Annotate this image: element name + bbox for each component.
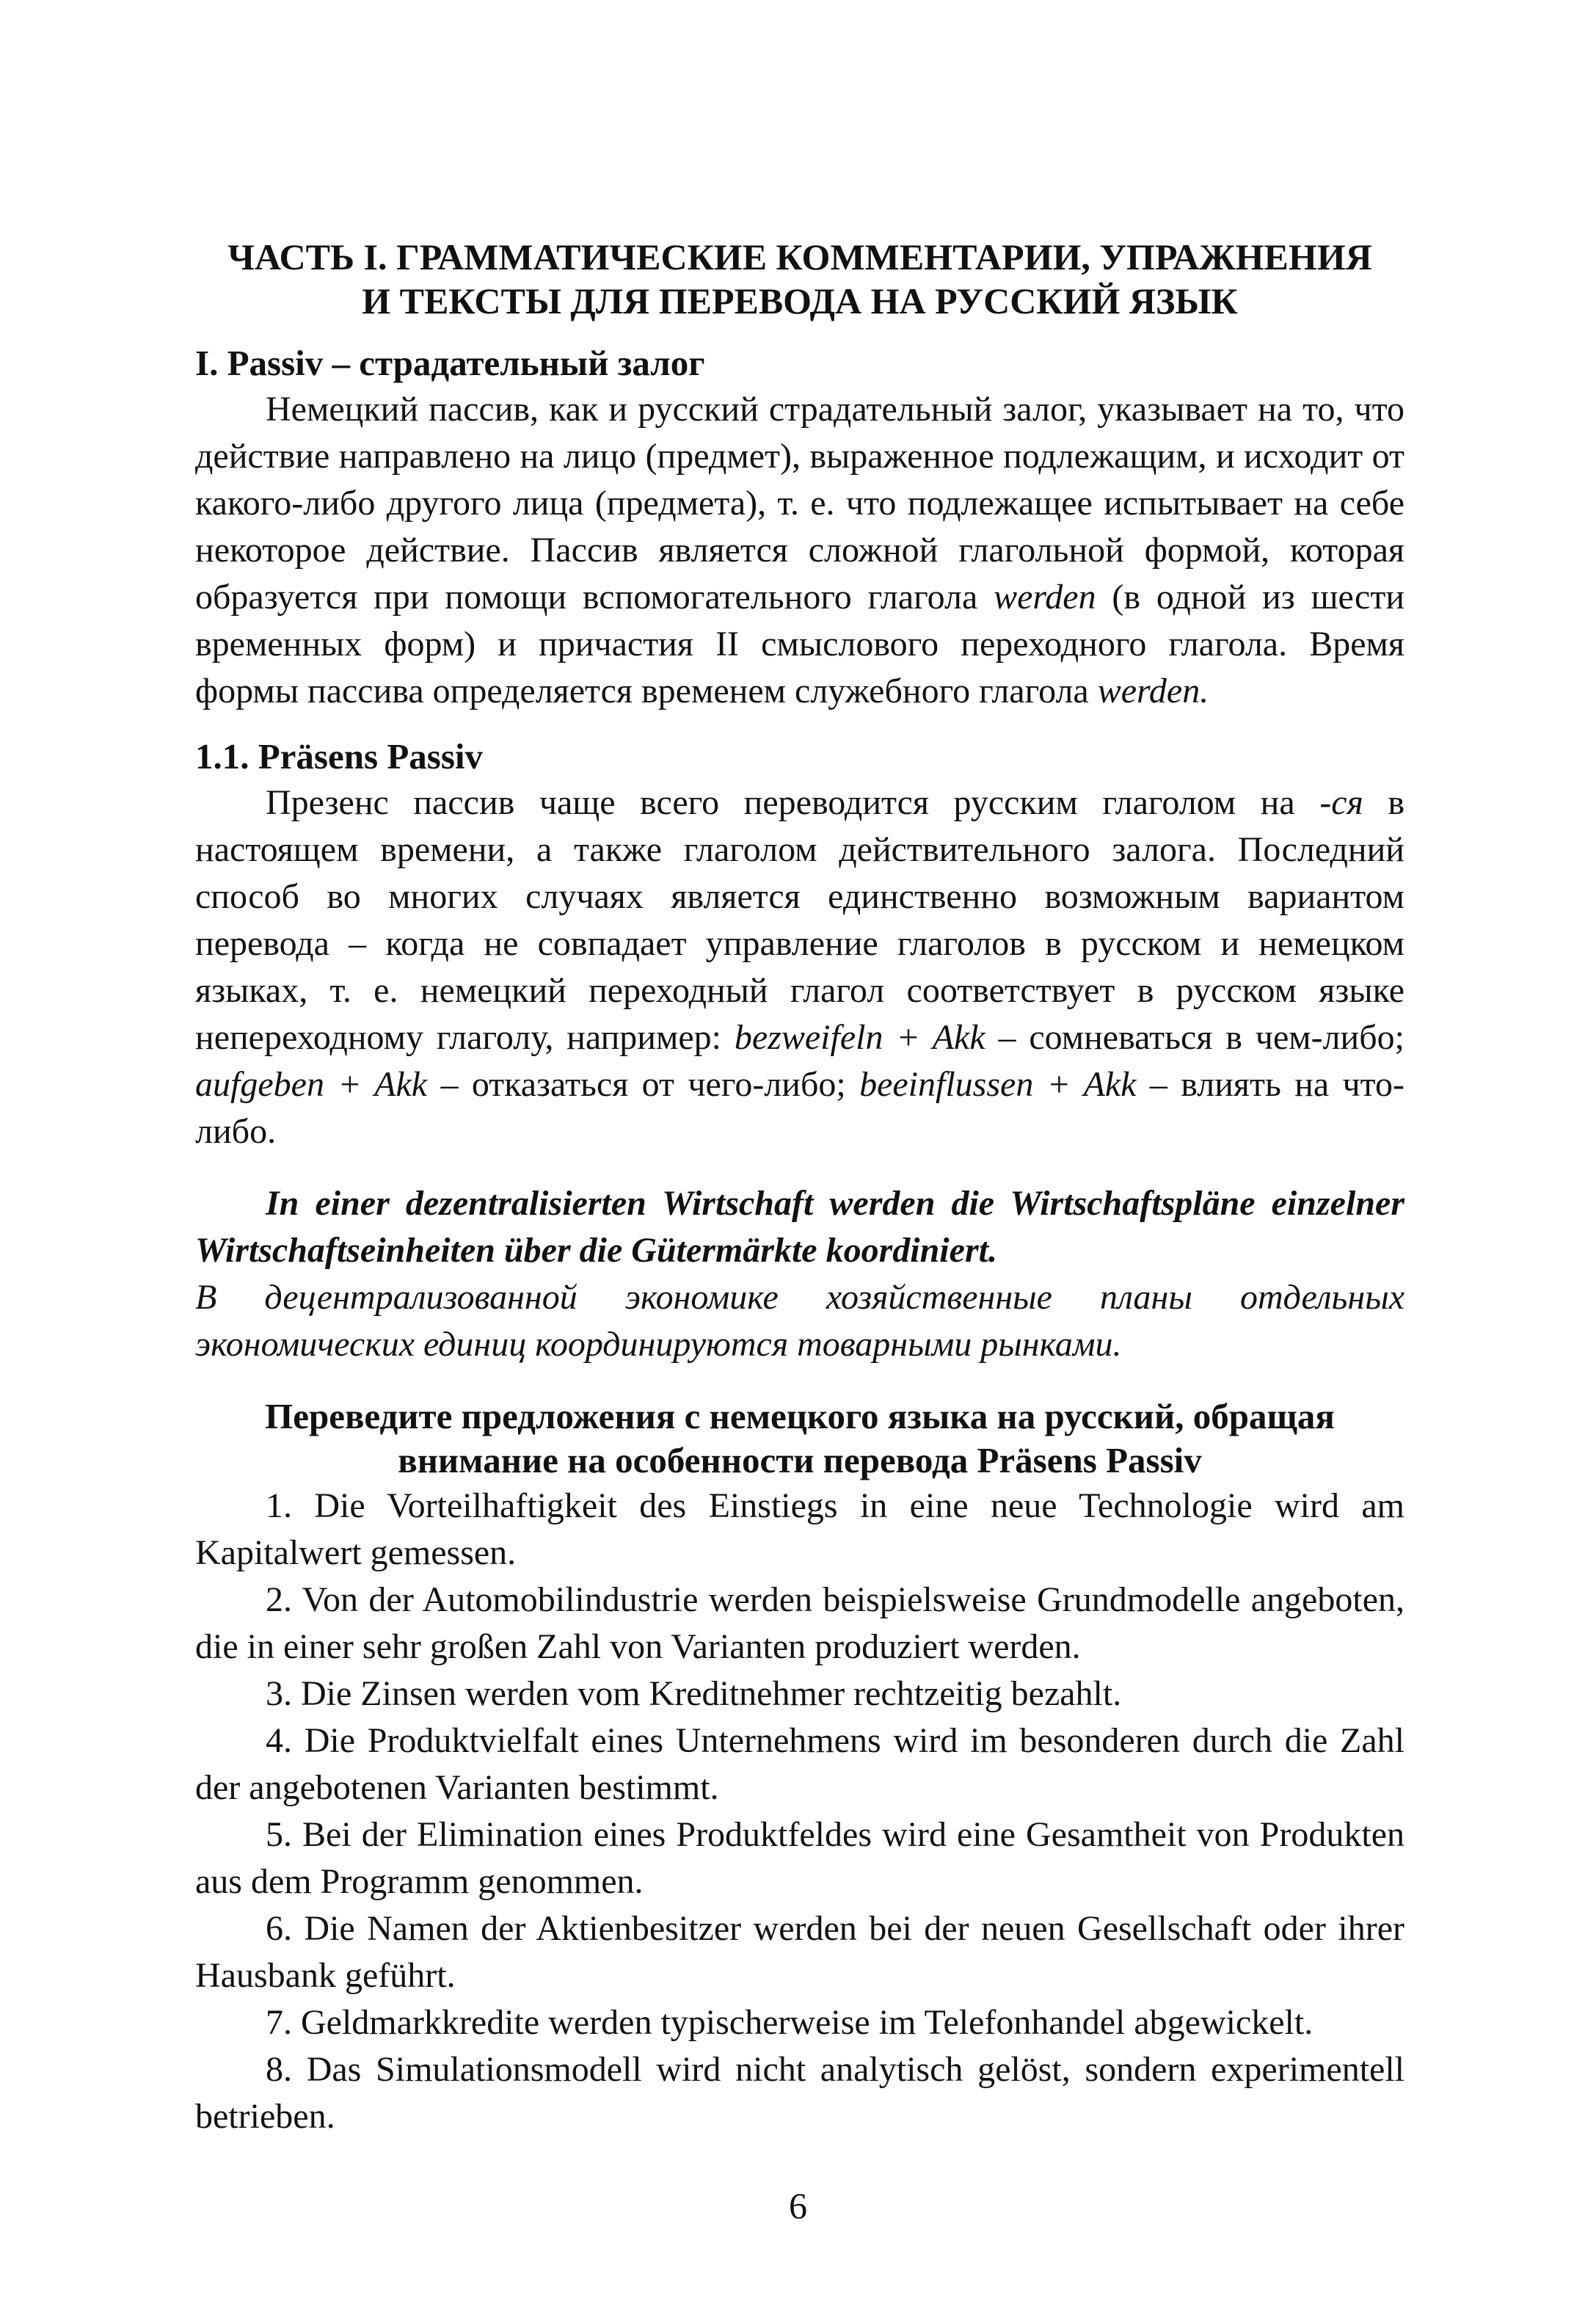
text-run: – сомневаться в чем-либо; (985, 1018, 1405, 1057)
example-verb-aufgeben: aufgeben + Akk (195, 1065, 428, 1104)
chapter-title-line-2: И ТЕКСТЫ ДЛЯ ПЕРЕВОДА НА РУССКИЙ ЯЗЫК (362, 280, 1238, 321)
exercise-sentence: 5. Bei der Elimination eines Produktfeldes wird eine Gesamtheit von Produkten aus dem Programm genommen. (195, 1815, 1404, 1901)
exercise-sentence-list (195, 1483, 1404, 2140)
text-run: – отказаться от чего-либо; (427, 1065, 860, 1104)
chapter-title-line-1: ЧАСТЬ I. ГРАММАТИЧЕСКИЕ КОММЕНТАРИИ, УПРАЖНЕНИЯ (227, 236, 1372, 277)
page-number: 6 (789, 2185, 807, 2226)
suffix-sja: -ся (1319, 783, 1363, 822)
term-werden: werden. (1097, 672, 1209, 710)
task-heading-line-1: Переведите предложения с немецкого языка на русский, обращая (265, 1396, 1335, 1436)
exercise-sentence: 4. Die Produktvielfalt eines Unternehmens wird im besonderen durch die Zahl der angebotenen Varianten bestimmt. (195, 1721, 1404, 1807)
subsection-heading-praesens-passiv: 1.1. Präsens Passiv (195, 736, 483, 777)
task-heading-line-2: внимание на особенности перевода Präsens Passiv (398, 1440, 1202, 1480)
text-run: Немецкий пассив, как и русский страдательный залог, указывает на то, что действие направлено на лицо (предмет), выраженное подлежащим, и исходит от какого-либо другого лица (предмета), т. е. что подлежащее испытывает на себе некоторое действие. Пассив является сложной глагольной формой, которая образуется при помощи вспомогательного глагола (195, 390, 1404, 617)
section-heading-passiv: I. Passiv – страдательный залог (195, 343, 705, 383)
term-werden: werden (994, 578, 1096, 617)
chapter-title (195, 235, 1404, 323)
example-verb-bezweifeln: bezweifeln + Akk (734, 1018, 985, 1057)
text-run: в настоящем времени, а также глаголом действительного залога. Последний способ во многих случаях является единственно возможным вариантом перевода – когда не совпадает управление глаголов в русском и немецком языках, т. е. немецкий переходный глагол соответствует в русском языке непереходному глаголу, например: (195, 783, 1405, 1057)
document-page (195, 235, 1404, 2140)
exercise-sentence: 3. Die Zinsen werden vom Kreditnehmer rechtzeitig bezahlt. (266, 1674, 1122, 1713)
text-run: Презенс пассив чаще всего переводится русским глаголом на (266, 783, 1320, 822)
example-russian-translation: В децентрализованной экономике хозяйственные планы отдельных экономических единиц координируются товарными рынками. (195, 1278, 1404, 1364)
task-heading (195, 1395, 1404, 1483)
example-german-sentence: In einer dezentralisierten Wirtschaft werden die Wirtschaftspläne einzelner Wirtschaftseinheiten über die Gütermärkte koordiniert. (195, 1184, 1404, 1270)
praesens-passiv-paragraph (195, 779, 1404, 1155)
exercise-sentence: 6. Die Namen der Aktienbesitzer werden bei der neuen Gesellschaft oder ihrer Hausbank geführt. (195, 1909, 1404, 1995)
exercise-sentence: 1. Die Vorteilhaftigkeit des Einstiegs in eine neue Technologie wird am Kapitalwert gemessen. (195, 1486, 1404, 1572)
text-run: – влиять на что-либо. (195, 1065, 1405, 1151)
example-verb-beeinflussen: beeinflussen + Akk (859, 1065, 1137, 1104)
passiv-intro-paragraph (195, 386, 1404, 715)
text-run: (в одной из шести временных форм) и причастия II смыслового переходного глагола. Время формы пассива определяется временем служебного глагола (195, 578, 1405, 710)
example-block (195, 1180, 1404, 1368)
exercise-sentence: 8. Das Simulationsmodell wird nicht analytisch gelöst, sondern experimentell betrieben. (195, 2050, 1404, 2136)
exercise-sentence: 7. Geldmarkkredite werden typischerweise im Telefonhandel abgewickelt. (266, 2003, 1313, 2042)
exercise-sentence: 2. Von der Automobilindustrie werden beispielsweise Grundmodelle angeboten, die in einer sehr großen Zahl von Varianten produziert werden. (195, 1580, 1404, 1666)
